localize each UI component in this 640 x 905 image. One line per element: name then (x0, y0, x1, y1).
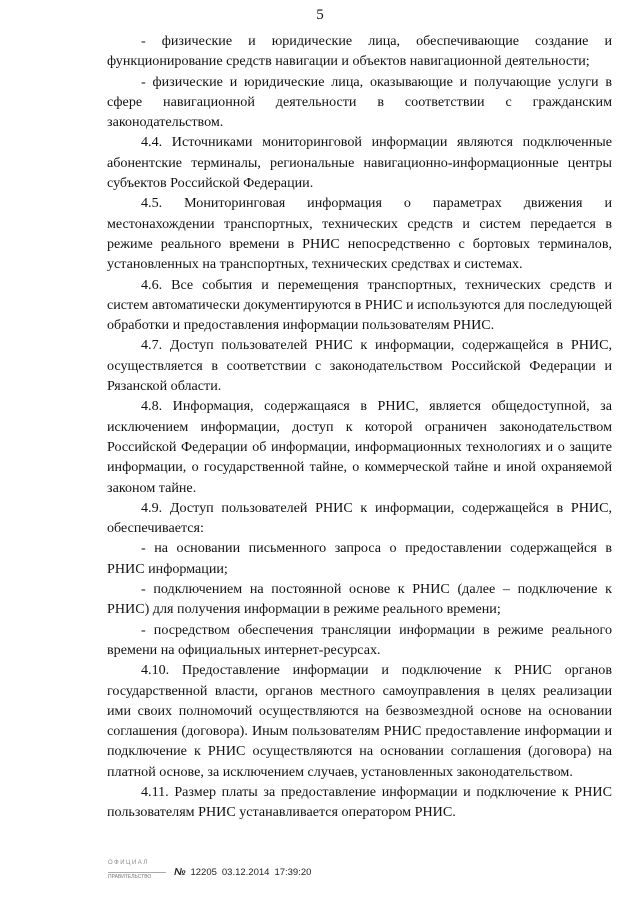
number-sign: № (174, 867, 186, 878)
document-number: 12205 (190, 867, 217, 878)
paragraph: 4.10. Предоставление информации и подключение к РНИС органов государственной власти, органов местного самоуправления в целях реализации ими своих полномочий осуществляются на безвозмездной основе на основании соглашения (договора). Иным пользователям РНИС предоставление информации и подключение к РНИС осуществляются на основании соглашения (договора) на платной основе, за исключением случаев, установленных законодательством. (107, 662, 612, 780)
paragraph: 4.11. Размер платы за предоставление информации и подключение к РНИС пользователям РНИС устанавливается оператором РНИС. (107, 783, 612, 821)
paragraph: 4.9. Доступ пользователей РНИС к информации, содержащейся в РНИС, обеспечивается: (107, 499, 612, 537)
paragraph: 4.7. Доступ пользователей РНИС к информации, содержащейся в РНИС, осуществляется в соответствии с законодательством Российской Федерации и Рязанской области. (107, 337, 612, 395)
paragraph: 4.8. Информация, содержащаяся в РНИС, является общедоступной, за исключением информации, доступ к которой ограничен законодательством Российской Федерации об информации, информационных технологиях и о защите информации, о государственной тайне, о коммерческой тайне и иной охраняемой законом тайне. (107, 398, 612, 496)
paragraph: - физические и юридические лица, обеспечивающие создание и функционирование средств навигации и объектов навигационной деятельности; (107, 33, 612, 70)
paragraph: - физические и юридические лица, оказывающие и получающие услуги в сфере навигационной деятельности в соответствии с гражданским законодательством. (107, 73, 612, 131)
paragraph: 4.4. Источниками мониторинговой информации являются подключенные абонентские терминалы, региональные навигационно-информационные центры субъектов Российской Федерации. (107, 134, 612, 192)
logo-top-text: ОФИЦИАЛ (108, 860, 149, 866)
document-body (107, 31, 612, 823)
paragraph: - на основании письменного запроса о предоставлении содержащейся в РНИС информации; (107, 540, 612, 577)
registration-date: 03.12.2014 (221, 867, 270, 878)
paragraph: - посредством обеспечения трансляции информации в режиме реального времени на официальных интернет-ресурсах. (107, 621, 612, 658)
paragraph: 4.6. Все события и перемещения транспортных, технических средств и систем автоматически документируются в РНИС и используются для последующей обработки и предоставления информации пользователям РНИС. (107, 276, 612, 334)
page-number: 5 (316, 7, 324, 23)
paragraph: - подключением на постоянной основе к РНИС (далее – подключение к РНИС) для получения информации в режиме реального времени; (107, 581, 612, 618)
paragraph: 4.5. Мониторинговая информация о параметрах движения и местонахождении транспортных, технических средств и систем передается в режиме реального времени в РНИС непосредственно с бортовых терминалов, установленных на транспортных, технических средствах и системах. (107, 195, 612, 273)
registration-time: 17:39:20 (274, 867, 312, 878)
government-logo (108, 857, 166, 879)
document-registration-mark (174, 867, 311, 879)
logo-bottom-text: ПРАВИТЕЛЬСТВО (108, 872, 166, 880)
registration-stamp (108, 857, 311, 879)
